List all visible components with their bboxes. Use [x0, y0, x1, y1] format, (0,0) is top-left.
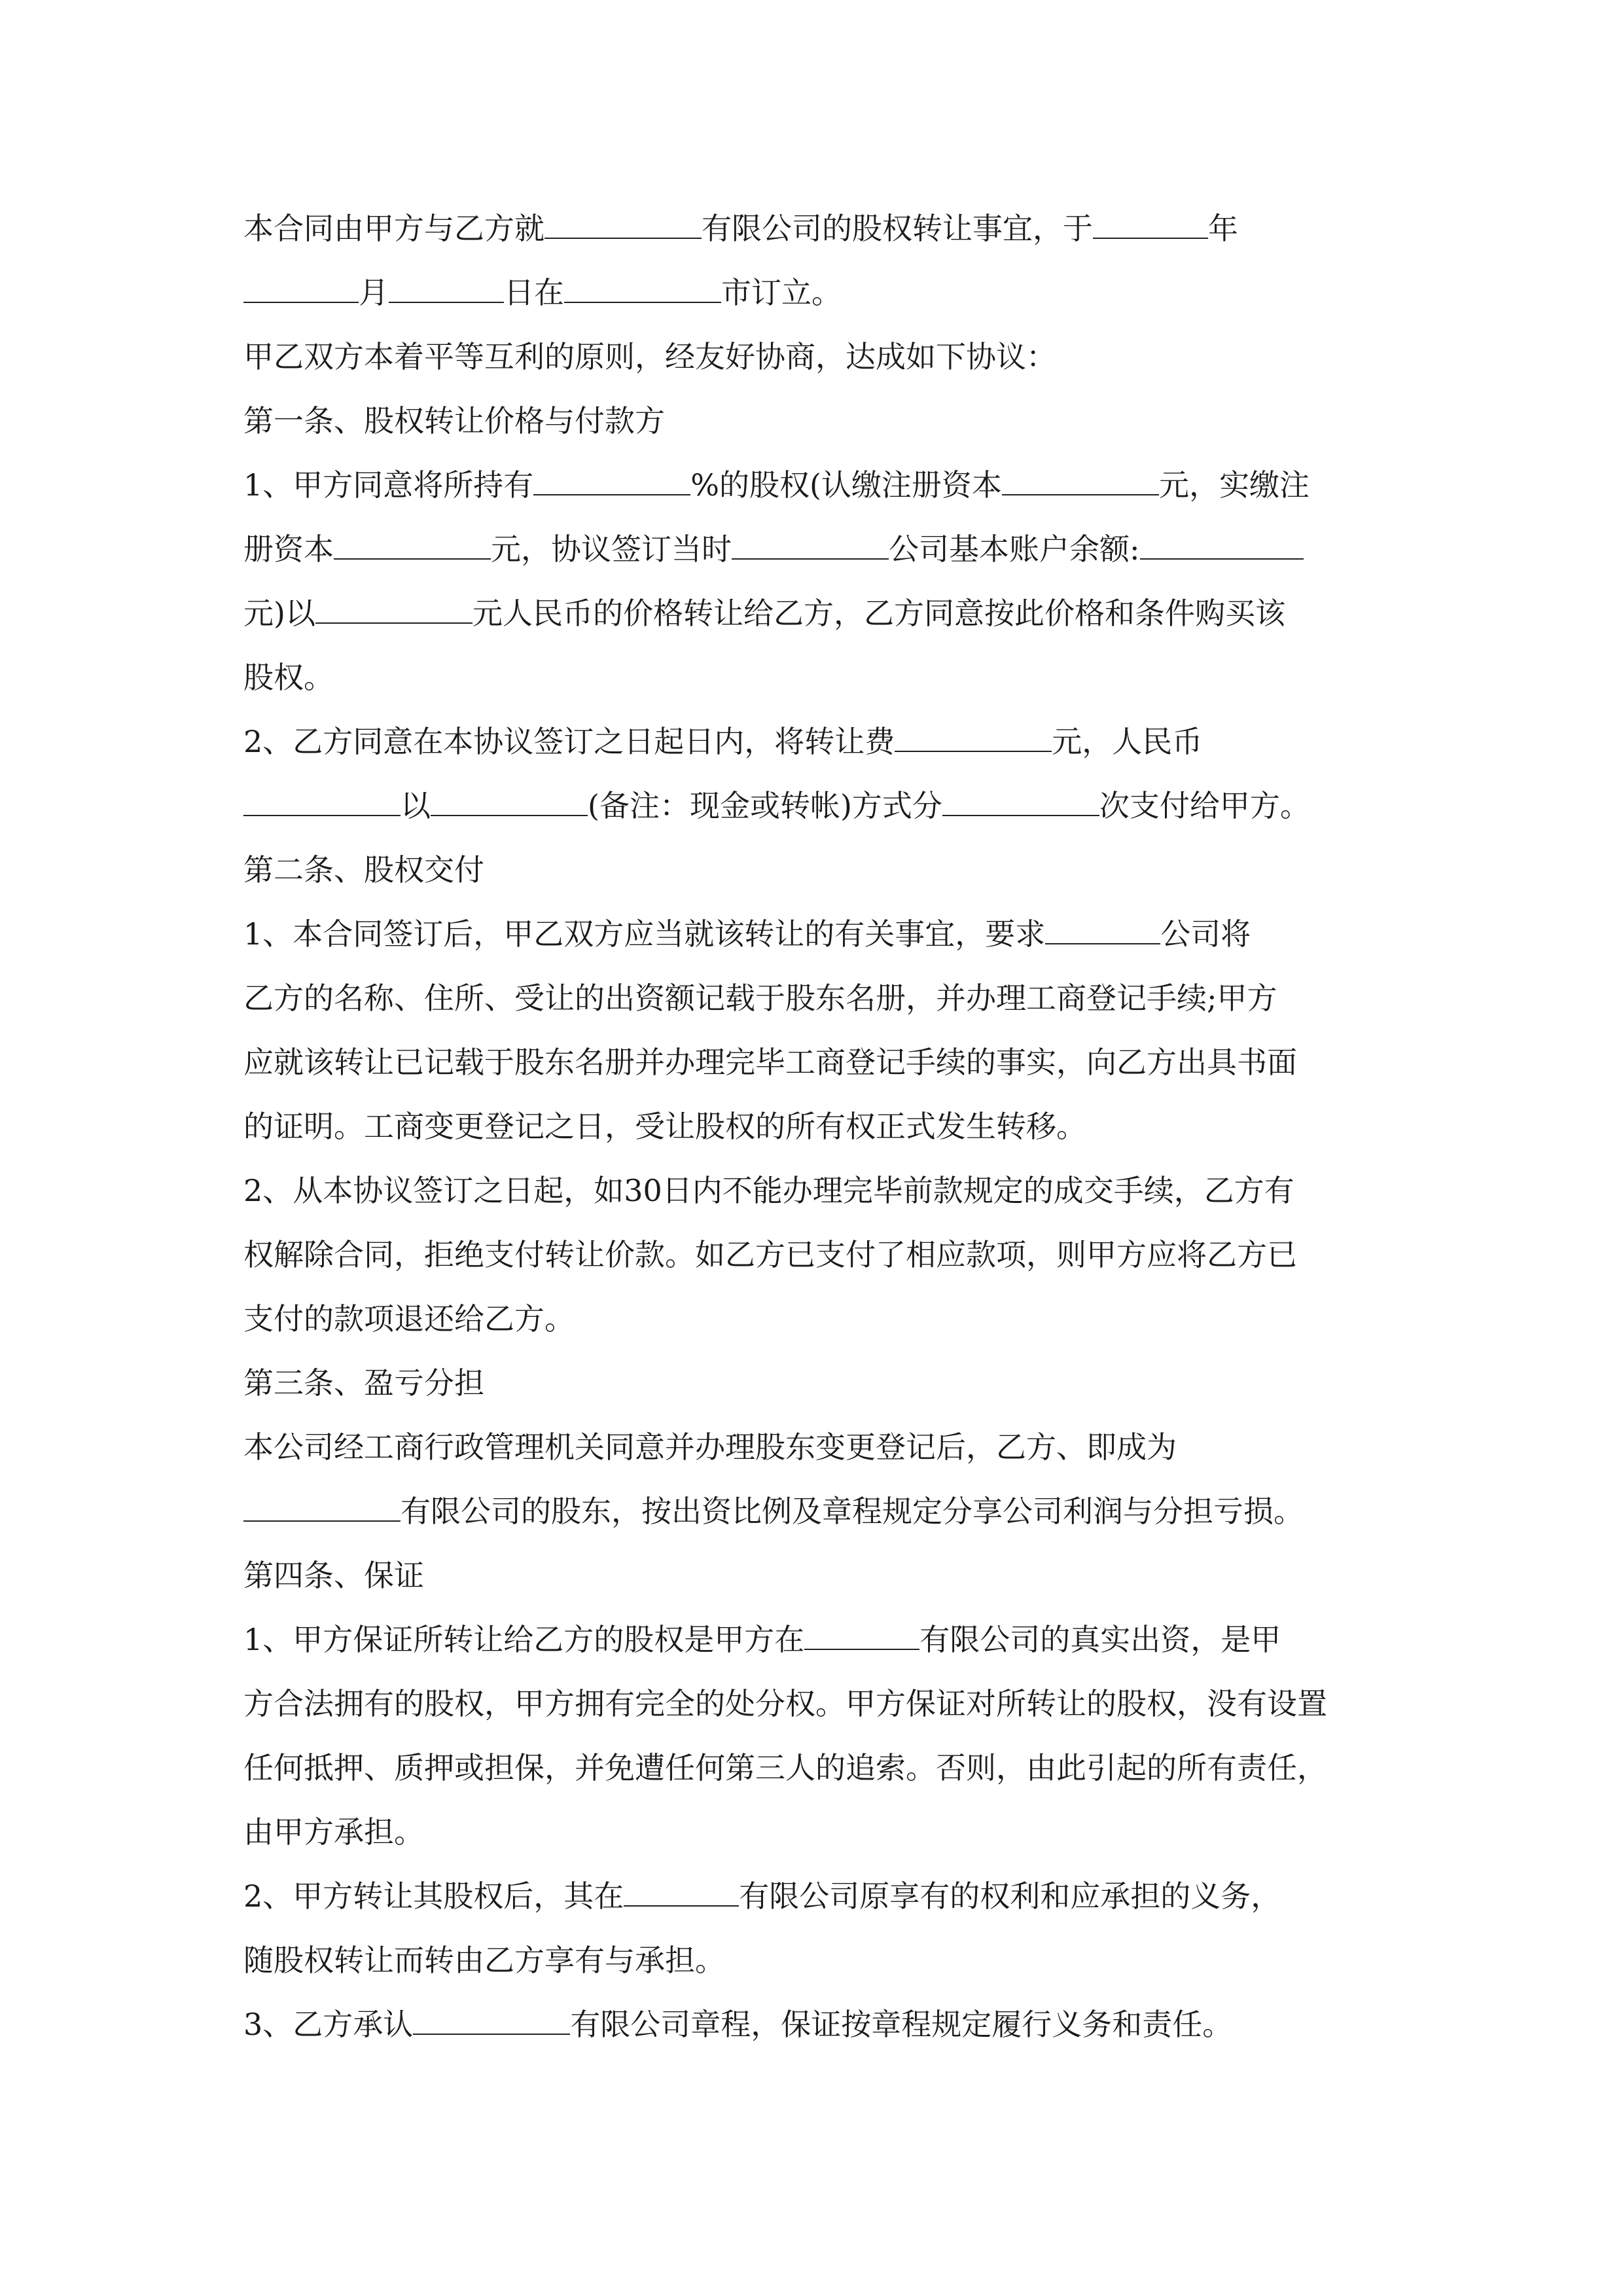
text-line: 权解除合同，拒绝支付转让价款。如乙方已支付了相应款项，则甲方应将乙方已 — [243, 1237, 1297, 1272]
fill-blank[interactable] — [895, 723, 1052, 752]
text-line: 任何抵押、质押或担保，并免遭任何第三人的追索。否则，由此引起的所有责任， — [243, 1750, 1327, 1785]
text-line: 2、从本协议签订之日起，如30日内不能办理完毕前款规定的成交手续，乙方有 — [243, 1173, 1294, 1208]
text-line: 1、甲方同意将所持有 %的股权(认缴注册资本 元，实缴注 — [243, 467, 1310, 503]
text-line: 元)以 元人民币的价格转让给乙方，乙方同意按此价格和条件购买该 — [243, 596, 1285, 631]
fill-blank[interactable] — [413, 2006, 570, 2035]
fill-blank[interactable] — [1002, 467, 1159, 495]
fill-blank[interactable] — [431, 787, 588, 816]
fill-blank[interactable] — [804, 1621, 919, 1650]
text-line: 本合同由甲方与乙方就 有限公司的股权转让事宜，于 年 — [243, 211, 1238, 246]
fill-blank[interactable] — [243, 787, 401, 816]
fill-blank[interactable] — [564, 274, 721, 303]
fill-blank[interactable] — [1045, 916, 1160, 944]
text-line: 2、乙方同意在本协议签订之日起日内，将转让费 元，人民币 — [243, 724, 1203, 759]
fill-blank[interactable] — [1093, 210, 1208, 239]
text-line: 3、乙方承认 有限公司章程，保证按章程规定履行义务和责任。 — [243, 2007, 1233, 2042]
fill-blank[interactable] — [942, 787, 1099, 816]
text-line: 方合法拥有的股权，甲方拥有完全的处分权。甲方保证对所转让的股权，没有设置 — [243, 1686, 1327, 1721]
fill-blank[interactable] — [243, 274, 359, 303]
section-heading: 第一条、股权转让价格与付款方 — [243, 403, 665, 439]
text-line: 应就该转让已记载于股东名册并办理完毕工商登记手续的事实，向乙方出具书面 — [243, 1045, 1297, 1080]
section-heading: 第三条、盈亏分担 — [243, 1365, 484, 1401]
fill-blank[interactable] — [533, 467, 690, 495]
fill-blank[interactable] — [243, 1493, 401, 1522]
fill-blank[interactable] — [1140, 531, 1304, 560]
text-line: 支付的款项退还给乙方。 — [243, 1301, 575, 1336]
fill-blank[interactable] — [389, 274, 504, 303]
text-line: 月 日在 市订立。 — [243, 260, 1382, 325]
fill-blank[interactable] — [315, 595, 473, 624]
text-line: 1、甲方保证所转让给乙方的股权是甲方在 有限公司的真实出资，是甲 — [243, 1622, 1281, 1657]
text-line: 乙方的名称、住所、受让的出资额记载于股东名册，并办理工商登记手续;甲方 — [243, 980, 1277, 1016]
section-heading: 第二条、股权交付 — [243, 852, 484, 888]
text-line: 以 (备注：现金或转帐)方式分 次支付给甲方。 — [243, 774, 1382, 838]
text-line: 1、本合同签订后，甲乙双方应当就该转让的有关事宜，要求 公司将 — [243, 916, 1251, 952]
fill-blank[interactable] — [732, 531, 889, 560]
text-line: 随股权转让而转由乙方享有与承担。 — [243, 1943, 725, 1978]
text-line: 有限公司的股东，按出资比例及章程规定分享公司利润与分担亏损。 — [243, 1479, 1382, 1543]
text-line: 的证明。工商变更登记之日，受让股权的所有权正式发生转移。 — [243, 1109, 1086, 1144]
text-line: 股权。 — [243, 660, 334, 695]
text-line: 由甲方承担。 — [243, 1814, 424, 1850]
fill-blank[interactable] — [624, 1878, 739, 1907]
fill-blank[interactable] — [544, 210, 702, 239]
section-heading: 第四条、保证 — [243, 1558, 424, 1593]
text-line: 本公司经工商行政管理机关同意并办理股东变更登记后，乙方、即成为 — [243, 1429, 1177, 1465]
fill-blank[interactable] — [334, 531, 491, 560]
contract-body — [243, 196, 1382, 2056]
text-line: 2、甲方转让其股权后，其在 有限公司原享有的权利和应承担的义务， — [243, 1878, 1281, 1914]
text-line: 甲乙双方本着平等互利的原则，经友好协商，达成如下协议： — [243, 339, 1056, 374]
text-line: 册资本 元，协议签订当时 公司基本账户余额: — [243, 517, 1382, 581]
